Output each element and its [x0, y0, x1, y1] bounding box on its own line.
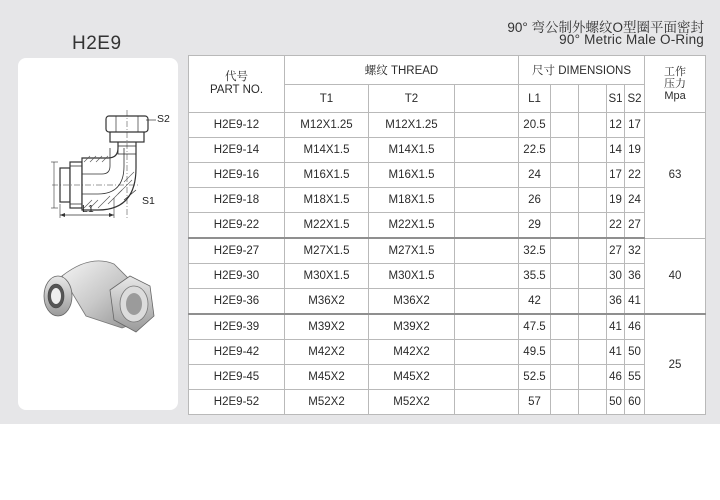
- table-row: [189, 289, 706, 315]
- cell-part: H2E9-39: [189, 314, 285, 340]
- cell-t1: M30X1.5: [285, 264, 369, 289]
- cell-l1: 20.5: [519, 113, 551, 138]
- cell-l1: 32.5: [519, 238, 551, 264]
- cell-s1: 19: [607, 188, 625, 213]
- cell-t2: M14X1.5: [369, 138, 455, 163]
- label-s1: S1: [142, 195, 155, 207]
- cell-s2: 22: [625, 163, 645, 188]
- cell-blank: [579, 340, 607, 365]
- cell-blank: [455, 314, 519, 340]
- table-row: [189, 113, 706, 138]
- cell-t2: M36X2: [369, 289, 455, 315]
- cell-s2: 24: [625, 188, 645, 213]
- cell-part: H2E9-16: [189, 163, 285, 188]
- header-pressure-cn2: 压力: [664, 78, 687, 90]
- cell-s1: 41: [607, 340, 625, 365]
- header-part-no: [189, 56, 285, 113]
- cell-t1: M18X1.5: [285, 188, 369, 213]
- cell-t1: M12X1.25: [285, 113, 369, 138]
- cell-s2: 36: [625, 264, 645, 289]
- product-code-title: H2E9: [72, 33, 122, 54]
- cell-part: H2E9-12: [189, 113, 285, 138]
- cell-s2: 46: [625, 314, 645, 340]
- cell-blank: [579, 390, 607, 415]
- cell-l1: 42: [519, 289, 551, 315]
- header-pressure: [645, 56, 706, 113]
- header-pressure-cn1: 工作: [664, 66, 687, 78]
- cell-blank: [579, 314, 607, 340]
- cell-s2: 55: [625, 365, 645, 390]
- cell-s1: 27: [607, 238, 625, 264]
- cell-blank: [551, 138, 579, 163]
- cell-blank: [579, 163, 607, 188]
- cell-t2: M22X1.5: [369, 213, 455, 239]
- table-row: [189, 163, 706, 188]
- cell-t2: M18X1.5: [369, 188, 455, 213]
- table-row: [189, 213, 706, 239]
- header-dim-blank-1: [551, 85, 579, 113]
- cell-l1: 24: [519, 163, 551, 188]
- header-dimensions: 尺寸 DIMENSIONS: [519, 56, 645, 85]
- cell-blank: [579, 188, 607, 213]
- cell-pressure-group-3: 25: [645, 314, 706, 415]
- cell-pressure-group-2: 40: [645, 238, 706, 314]
- product-photo: [18, 58, 178, 410]
- product-image-card: [18, 58, 178, 410]
- table-row: [189, 264, 706, 289]
- cell-blank: [455, 113, 519, 138]
- cell-blank: [551, 289, 579, 315]
- cell-blank: [579, 238, 607, 264]
- cell-part: H2E9-36: [189, 289, 285, 315]
- cell-blank: [455, 365, 519, 390]
- cell-blank: [551, 163, 579, 188]
- cell-s1: 41: [607, 314, 625, 340]
- cell-t1: M36X2: [285, 289, 369, 315]
- cell-s2: 50: [625, 340, 645, 365]
- cell-blank: [551, 213, 579, 239]
- cell-t2: M30X1.5: [369, 264, 455, 289]
- cell-t1: M16X1.5: [285, 163, 369, 188]
- cell-t1: M39X2: [285, 314, 369, 340]
- cell-blank: [579, 113, 607, 138]
- cell-blank: [551, 314, 579, 340]
- cell-blank: [551, 113, 579, 138]
- cell-s2: 19: [625, 138, 645, 163]
- cell-blank: [455, 289, 519, 315]
- cell-blank: [579, 264, 607, 289]
- cell-t2: M52X2: [369, 390, 455, 415]
- cell-blank: [551, 188, 579, 213]
- cell-blank: [455, 188, 519, 213]
- label-l1: L1: [82, 203, 94, 215]
- cell-blank: [455, 213, 519, 239]
- cell-s2: 27: [625, 213, 645, 239]
- cell-blank: [455, 163, 519, 188]
- header-part-no-cn: 代号: [225, 71, 248, 83]
- cell-blank: [551, 390, 579, 415]
- cell-s2: 32: [625, 238, 645, 264]
- cell-blank: [455, 340, 519, 365]
- table-row: [189, 365, 706, 390]
- cell-t1: M42X2: [285, 340, 369, 365]
- cell-blank: [551, 264, 579, 289]
- cell-s1: 36: [607, 289, 625, 315]
- header-pressure-unit: Mpa: [664, 90, 686, 102]
- cell-l1: 22.5: [519, 138, 551, 163]
- cell-l1: 29: [519, 213, 551, 239]
- product-title-cn: 90° 弯公制外螺纹O型圈平面密封: [507, 20, 704, 35]
- specification-table: [188, 55, 706, 415]
- cell-part: H2E9-14: [189, 138, 285, 163]
- cell-blank: [579, 365, 607, 390]
- header-l1: L1: [519, 85, 551, 113]
- cell-t1: M14X1.5: [285, 138, 369, 163]
- label-s2: S2: [157, 113, 170, 125]
- table-row: [189, 314, 706, 340]
- cell-t1: M27X1.5: [285, 238, 369, 264]
- header-dim-blank-2: [579, 85, 607, 113]
- table-row: [189, 390, 706, 415]
- cell-t2: M16X1.5: [369, 163, 455, 188]
- cell-part: H2E9-45: [189, 365, 285, 390]
- header-s1: S1: [607, 85, 625, 113]
- cell-l1: 26: [519, 188, 551, 213]
- cell-blank: [455, 264, 519, 289]
- cell-l1: 35.5: [519, 264, 551, 289]
- cell-blank: [579, 289, 607, 315]
- product-title-en: 90° Metric Male O-Ring: [559, 32, 704, 47]
- cell-t1: M52X2: [285, 390, 369, 415]
- cell-part: H2E9-42: [189, 340, 285, 365]
- cell-s1: 22: [607, 213, 625, 239]
- cell-s2: 17: [625, 113, 645, 138]
- cell-s1: 50: [607, 390, 625, 415]
- cell-t2: M42X2: [369, 340, 455, 365]
- cell-l1: 57: [519, 390, 551, 415]
- cell-blank: [455, 238, 519, 264]
- table-row: [189, 340, 706, 365]
- cell-l1: 49.5: [519, 340, 551, 365]
- cell-blank: [579, 213, 607, 239]
- cell-t1: M45X2: [285, 365, 369, 390]
- cell-part: H2E9-30: [189, 264, 285, 289]
- cell-s1: 14: [607, 138, 625, 163]
- cell-s1: 17: [607, 163, 625, 188]
- table-row: [189, 138, 706, 163]
- cell-l1: 52.5: [519, 365, 551, 390]
- cell-s2: 60: [625, 390, 645, 415]
- cell-t2: M45X2: [369, 365, 455, 390]
- header-part-no-en: PART NO.: [209, 84, 264, 96]
- cell-part: H2E9-22: [189, 213, 285, 239]
- cell-blank: [551, 238, 579, 264]
- cell-blank: [455, 390, 519, 415]
- cell-blank: [579, 138, 607, 163]
- header-thread-blank: [455, 85, 519, 113]
- cell-s1: 30: [607, 264, 625, 289]
- cell-part: H2E9-52: [189, 390, 285, 415]
- cell-blank: [455, 138, 519, 163]
- cell-t1: M22X1.5: [285, 213, 369, 239]
- header-thread: 螺纹 THREAD: [285, 56, 519, 85]
- cell-s1: 46: [607, 365, 625, 390]
- cell-blank: [551, 340, 579, 365]
- cell-s2: 41: [625, 289, 645, 315]
- header-t2: T2: [369, 85, 455, 113]
- table-row: [189, 238, 706, 264]
- header-t1: T1: [285, 85, 369, 113]
- cell-part: H2E9-27: [189, 238, 285, 264]
- cell-blank: [551, 365, 579, 390]
- header-s2: S2: [625, 85, 645, 113]
- cell-t2: M39X2: [369, 314, 455, 340]
- cell-t2: M12X1.25: [369, 113, 455, 138]
- table-row: [189, 188, 706, 213]
- cell-t2: M27X1.5: [369, 238, 455, 264]
- cell-pressure-group-1: 63: [645, 113, 706, 239]
- cell-l1: 47.5: [519, 314, 551, 340]
- cell-s1: 12: [607, 113, 625, 138]
- cell-part: H2E9-18: [189, 188, 285, 213]
